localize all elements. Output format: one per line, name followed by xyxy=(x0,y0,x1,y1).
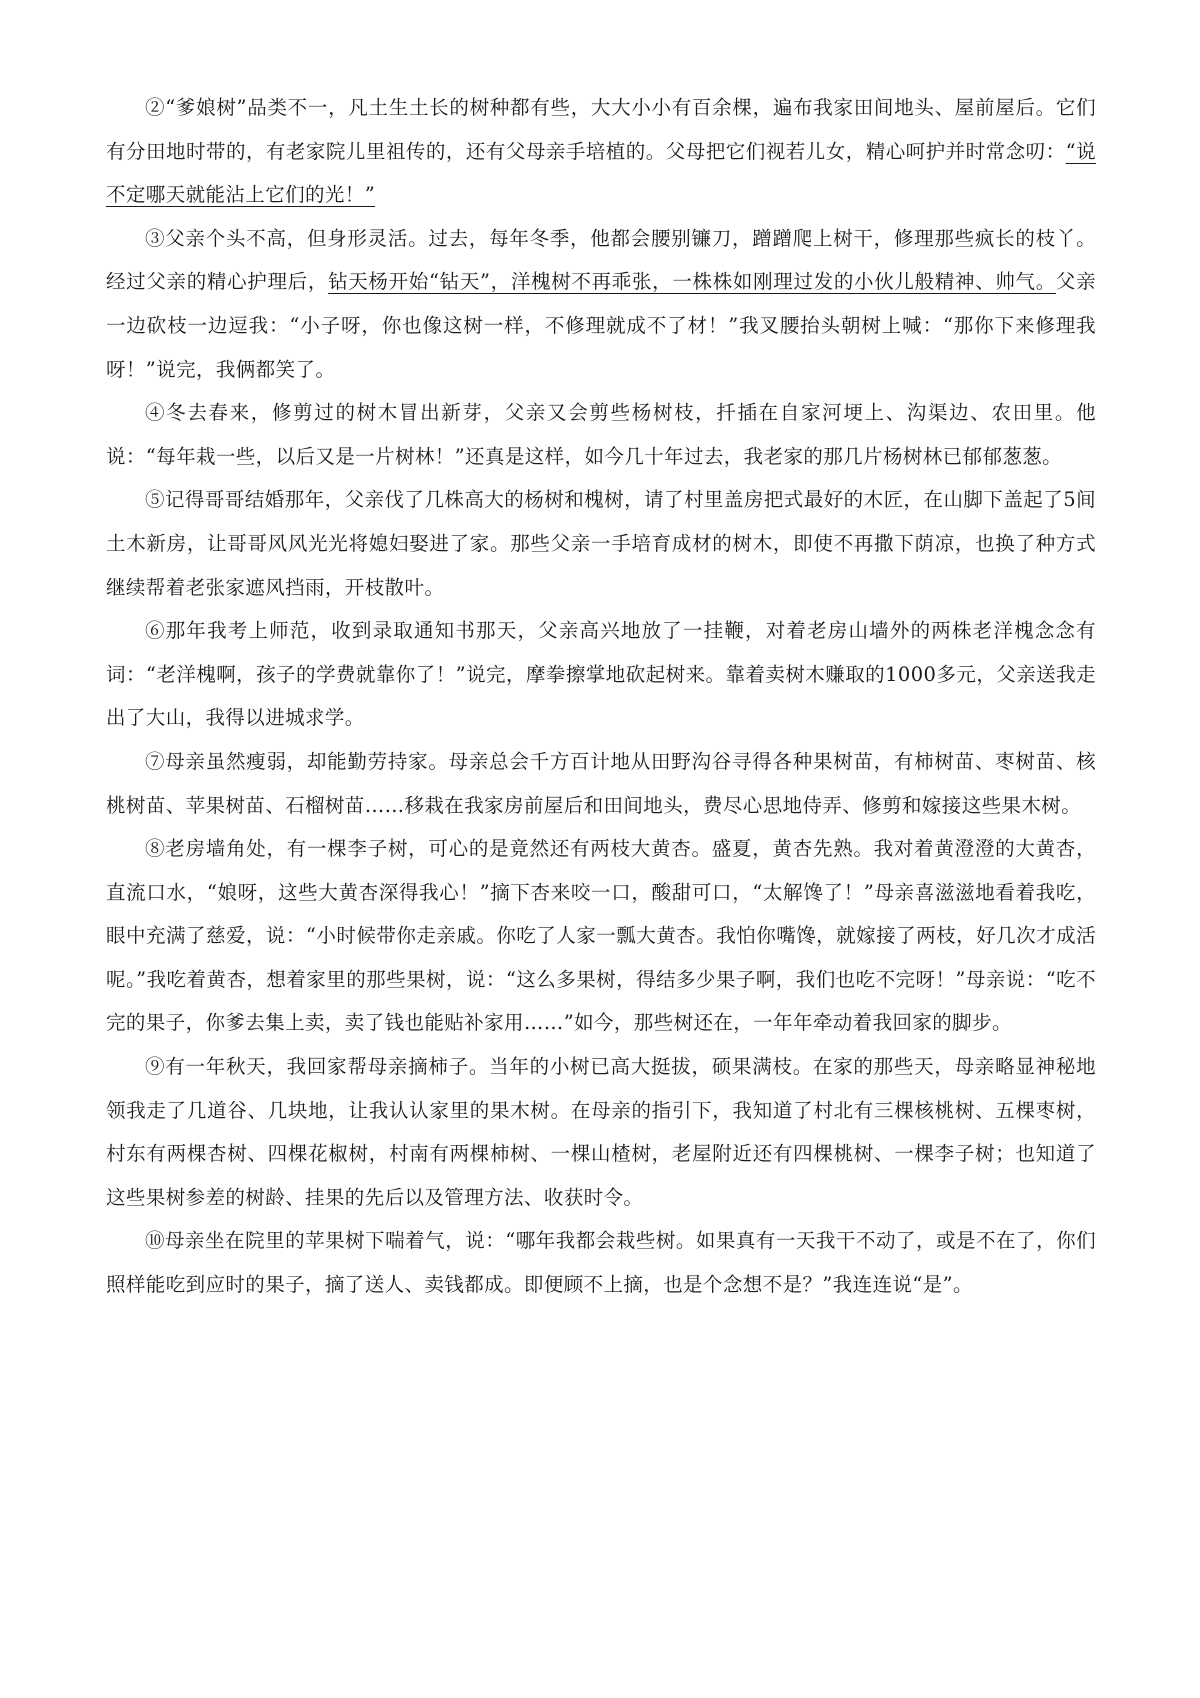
paragraph-text: ⑥那年我考上师范，收到录取通知书那天，父亲高兴地放了一挂鞭，对着老房山墙外的两株老洋槐念念有词：“老洋槐啊，孩子的学费就靠你了！”说完，摩拳擦掌地砍起树来。靠着卖树木赚取的1000多元，父亲送我走出了大山，我得以进城求学。 xyxy=(106,619,1096,730)
paragraph-5 xyxy=(106,478,1096,609)
paragraph-text: ⑤记得哥哥结婚那年，父亲伐了几株高大的杨树和槐树，请了村里盖房把式最好的木匠，在山脚下盖起了5间土木新房，让哥哥风风光光将媳妇娶进了家。那些父亲一手培育成材的树木，即使不再撒下荫凉，也换了种方式继续帮着老张家遮风挡雨，开枝散叶。 xyxy=(106,488,1096,599)
paragraph-text: 父亲一边砍枝一边逗我：“小子呀，你也像这树一样，不修理就成不了材！”我叉腰抬头朝树上喊：“那你下来修理我呀！”说完，我俩都笑了。 xyxy=(106,270,1096,381)
underlined-sentence: 钻天杨开始“钻天”，洋槐树不再乖张，一株株如刚理过发的小伙儿般精神、帅气。 xyxy=(328,270,1056,294)
paragraph-6 xyxy=(106,609,1096,740)
paragraph-7 xyxy=(106,740,1096,827)
article-body xyxy=(106,86,1096,1307)
paragraph-3 xyxy=(106,217,1096,391)
paragraph-8 xyxy=(106,827,1096,1045)
paragraph-text: ④冬去春来，修剪过的树木冒出新芽，父亲又会剪些杨树枝，扦插在自家河埂上、沟渠边、农田里。他说：“每年栽一些，以后又是一片树林！”还真是这样，如今几十年过去，我老家的那几片杨树林已郁郁葱葱。 xyxy=(106,401,1096,468)
paragraph-text: ③父亲个头不高，但身形灵活。过去，每年冬季，他都会腰别镰刀，蹭蹭爬上树干，修理那些疯长的枝丫。经过父亲的精心护理后， xyxy=(106,226,1096,294)
paragraph-10 xyxy=(106,1219,1096,1306)
paragraph-text: ⑨有一年秋天，我回家帮母亲摘柿子。当年的小树已高大挺拔，硕果满枝。在家的那些天，母亲略显神秘地领我走了几道谷、几块地，让我认认家里的果木树。在母亲的指引下，我知道了村北有三棵核桃树、五棵枣树，村东有两棵杏树、四棵花椒树，村南有两棵柿树、一棵山楂树，老屋附近还有四棵桃树、一棵李子树；也知道了这些果树参差的树龄、挂果的先后以及管理方法、收获时令。 xyxy=(106,1055,1096,1209)
paragraph-text: ⑧老房墙角处，有一棵李子树，可心的是竟然还有两枝大黄杏。盛夏，黄杏先熟。我对着黄澄澄的大黄杏，直流口水，“娘呀，这些大黄杏深得我心！”摘下杏来咬一口，酸甜可口，“太解馋了！”母亲喜滋滋地看着我吃，眼中充满了慈爱，说：“小时候带你走亲戚。你吃了人家一瓢大黄杏。我怕你嘴馋，就嫁接了两枝，好几次才成活呢。”我吃着黄杏，想着家里的那些果树，说：“这么多果树，得结多少果子啊，我们也吃不完呀！”母亲说：“吃不完的果子，你爹去集上卖，卖了钱也能贴补家用……”如今，那些树还在，一年年牵动着我回家的脚步。 xyxy=(106,837,1096,1035)
paragraph-text: ②“爹娘树”品类不一，凡土生土长的树种都有些，大大小小有百余棵，遍布我家田间地头、屋前屋后。它们有分田地时带的，有老家院儿里祖传的，还有父母亲手培植的。父母把它们视若儿女，精心呵护并时常念叨： xyxy=(106,96,1096,163)
paragraph-text: ⑦母亲虽然瘦弱，却能勤劳持家。母亲总会千方百计地从田野沟谷寻得各种果树苗，有柿树苗、枣树苗、核桃树苗、苹果树苗、石榴树苗……移栽在我家房前屋后和田间地头，费尽心思地侍弄、修剪和嫁接这些果木树。 xyxy=(106,749,1096,817)
paragraph-text: ⑩母亲坐在院里的苹果树下喘着气，说：“哪年我都会栽些树。如果真有一天我干不动了，或是不在了，你们照样能吃到应时的果子，摘了送人、卖钱都成。即便顾不上摘，也是个念想不是？”我连连说“是”。 xyxy=(106,1229,1096,1297)
paragraph-4 xyxy=(106,391,1096,478)
underlined-quote: “说不定哪天就能沾上它们的光！” xyxy=(106,139,1096,207)
paragraph-9 xyxy=(106,1045,1096,1219)
paragraph-2 xyxy=(106,86,1096,217)
